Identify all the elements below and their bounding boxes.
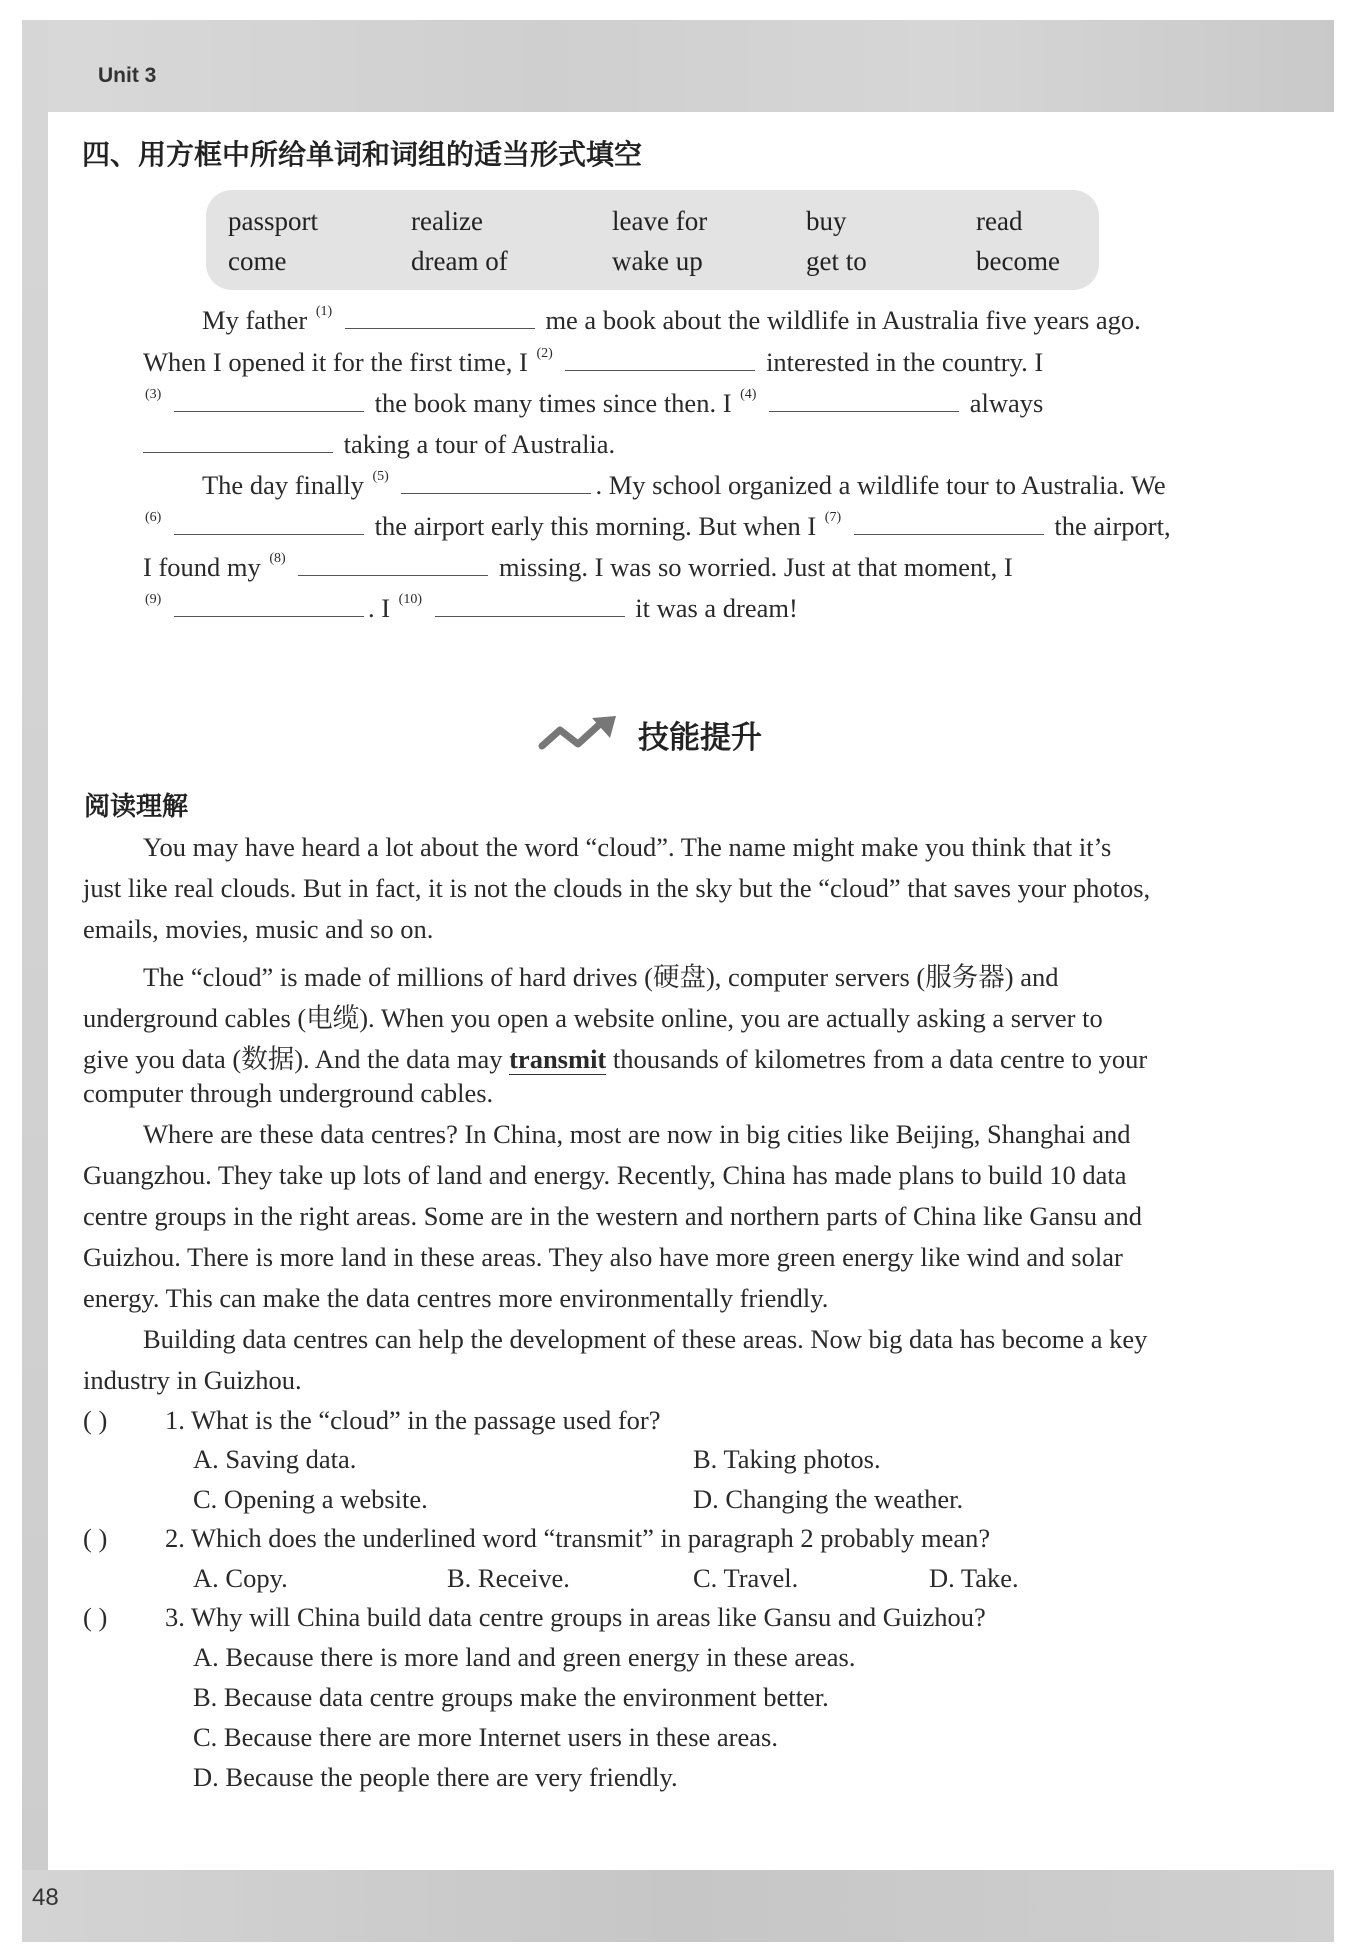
word-item: become xyxy=(976,246,1060,276)
cloze-line xyxy=(202,467,1166,501)
text: When I opened it for the first time, I xyxy=(143,347,528,377)
text: My father xyxy=(202,305,308,335)
option: D. Changing the weather. xyxy=(693,1484,964,1514)
answer-blank[interactable] xyxy=(174,508,364,535)
text: me a book about the wildlife in Australia five years ago. xyxy=(545,305,1141,335)
word-item: come xyxy=(228,246,287,276)
option: A. Copy. xyxy=(193,1563,288,1593)
option: A. Saving data. xyxy=(193,1444,357,1474)
text: . My school organized a wildlife tour to Australia. We xyxy=(595,470,1166,500)
passage-line: The “cloud” is made of millions of hard drives (硬盘), computer servers (服务器) and xyxy=(143,962,1059,992)
answer-blank[interactable] xyxy=(401,467,591,494)
word-item: wake up xyxy=(612,246,703,276)
text: give you data (数据). And the data may xyxy=(83,1044,503,1074)
cloze-line xyxy=(143,385,1043,419)
answer-blank[interactable] xyxy=(298,549,488,576)
blank-number: (3) xyxy=(145,387,162,402)
option: C. Because there are more Internet users in these areas. xyxy=(193,1722,778,1752)
question-stem: 1. What is the “cloud” in the passage used for? xyxy=(165,1405,661,1435)
text: the book many times since then. I xyxy=(374,388,732,418)
answer-blank[interactable] xyxy=(435,590,625,617)
option: C. Opening a website. xyxy=(193,1484,428,1514)
blank-number: (5) xyxy=(372,469,389,484)
answer-blank[interactable] xyxy=(854,508,1044,535)
word-item: dream of xyxy=(411,246,508,276)
passage-line xyxy=(83,1037,1147,1076)
bottom-band xyxy=(22,1870,1334,1942)
cloze-line xyxy=(143,590,798,624)
text: it was a dream! xyxy=(635,593,798,623)
blank-number: (9) xyxy=(145,592,162,607)
option: C. Travel. xyxy=(693,1563,799,1593)
blank-number: (8) xyxy=(269,551,286,566)
option: A. Because there is more land and green energy in these areas. xyxy=(193,1642,856,1672)
option: D. Because the people there are very friendly. xyxy=(193,1762,678,1792)
top-band xyxy=(22,20,1334,112)
blank-number: (2) xyxy=(536,346,553,361)
answer-blank[interactable] xyxy=(174,385,364,412)
word-item: get to xyxy=(806,246,867,276)
passage-line: Guangzhou. They take up lots of land and energy. Recently, China has made plans to build 10 data xyxy=(83,1160,1127,1190)
answer-blank[interactable] xyxy=(769,385,959,412)
blank-number: (10) xyxy=(398,592,422,607)
passage-line: Building data centres can help the development of these areas. Now big data has become a key xyxy=(143,1324,1148,1354)
answer-blank[interactable] xyxy=(345,302,535,329)
passage-line: emails, movies, music and so on. xyxy=(83,914,434,944)
answer-blank[interactable] xyxy=(143,426,333,453)
word-box xyxy=(206,190,1099,290)
passage-line: industry in Guizhou. xyxy=(83,1365,302,1395)
text: interested in the country. I xyxy=(766,347,1044,377)
section-title: 四、用方框中所给单词和词组的适当形式填空 xyxy=(82,138,643,171)
passage-line: Guizhou. There is more land in these areas. They also have more green energy like wind and solar xyxy=(83,1242,1123,1272)
passage-line: just like real clouds. But in fact, it is not the clouds in the sky but the “cloud” that saves your photos, xyxy=(83,873,1151,903)
text: thousands of kilometres from a data centre to your xyxy=(612,1044,1148,1074)
unit-label: Unit 3 xyxy=(98,64,157,87)
passage-line: centre groups in the right areas. Some are in the western and northern parts of China like Gansu and xyxy=(83,1201,1142,1231)
word-item: passport xyxy=(228,206,318,236)
option: B. Receive. xyxy=(447,1563,570,1593)
word-item: realize xyxy=(411,206,483,236)
text: missing. I was so worried. Just at that moment, I xyxy=(498,552,1013,582)
word-item: leave for xyxy=(612,206,708,236)
trend-arrow-icon xyxy=(538,714,622,754)
passage-line: underground cables (电缆). When you open a website online, you are actually asking a server to xyxy=(83,1003,1103,1033)
passage-line: energy. This can make the data centres more environmentally friendly. xyxy=(83,1283,829,1313)
text: The day finally xyxy=(202,470,364,500)
skills-title: 技能提升 xyxy=(638,720,762,756)
option: B. Because data centre groups make the environment better. xyxy=(193,1682,829,1712)
cloze-line xyxy=(143,426,615,460)
question-stem: 2. Which does the underlined word “transmit” in paragraph 2 probably mean? xyxy=(165,1523,991,1553)
answer-parens[interactable]: ( ) xyxy=(83,1602,108,1632)
text: I found my xyxy=(143,552,261,582)
cloze-line xyxy=(143,508,1171,542)
option: B. Taking photos. xyxy=(693,1444,881,1474)
word-item: buy xyxy=(806,206,847,236)
blank-number: (4) xyxy=(740,387,757,402)
cloze-line xyxy=(202,302,1141,336)
option: D. Take. xyxy=(929,1563,1019,1593)
reading-title: 阅读理解 xyxy=(84,792,189,822)
text: always xyxy=(969,388,1044,418)
text: taking a tour of Australia. xyxy=(343,429,616,459)
underlined-word: transmit xyxy=(509,1044,607,1074)
cloze-line xyxy=(143,344,1043,378)
question-stem: 3. Why will China build data centre groups in areas like Gansu and Guizhou? xyxy=(165,1602,986,1632)
cloze-line xyxy=(143,549,1013,583)
left-band xyxy=(22,20,48,1870)
text: . I xyxy=(367,593,391,623)
answer-blank[interactable] xyxy=(174,590,364,617)
word-item: read xyxy=(976,206,1023,236)
page-number: 48 xyxy=(32,1884,59,1911)
blank-number: (7) xyxy=(824,510,842,525)
blank-number: (1) xyxy=(315,304,333,319)
passage-line: Where are these data centres? In China, most are now in big cities like Beijing, Shanghai and xyxy=(143,1119,1131,1149)
answer-parens[interactable]: ( ) xyxy=(83,1405,108,1435)
text: the airport early this morning. But when I xyxy=(374,511,817,541)
passage-line: computer through underground cables. xyxy=(83,1078,494,1108)
answer-blank[interactable] xyxy=(565,344,755,371)
blank-number: (6) xyxy=(145,510,162,525)
text: the airport, xyxy=(1054,511,1171,541)
passage-line: You may have heard a lot about the word “cloud”. The name might make you think that it’s xyxy=(143,832,1112,862)
answer-parens[interactable]: ( ) xyxy=(83,1523,108,1553)
